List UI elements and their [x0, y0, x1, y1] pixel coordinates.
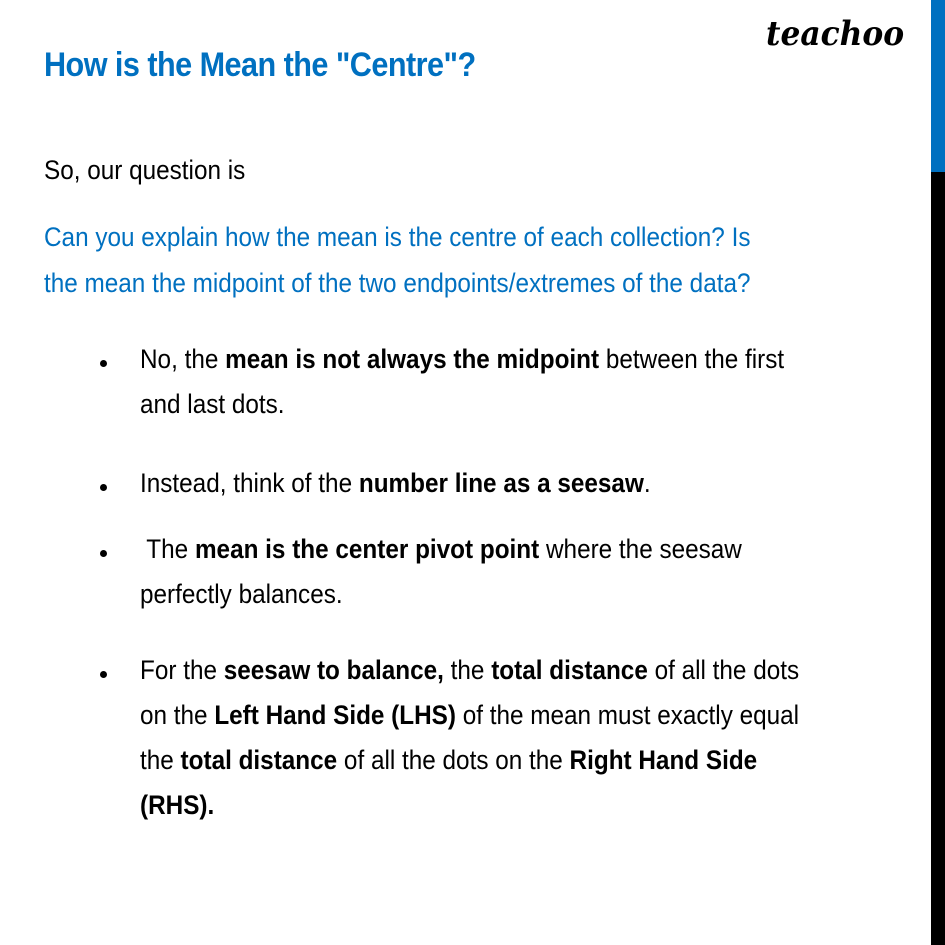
bullet-text [140, 533, 742, 623]
bullet-text [140, 343, 784, 433]
text-run: the [443, 655, 492, 685]
bullet-text [140, 467, 651, 512]
text-run: of the mean must exactly equal [455, 700, 800, 730]
bullet-dot-icon [100, 484, 107, 491]
text-run: For the [140, 655, 224, 685]
bold-run: mean is not always the midpoint [225, 344, 600, 374]
bullet-line [140, 454, 651, 512]
side-accent-bar-black [931, 172, 945, 945]
text-run: of all the dots [647, 655, 800, 685]
text-run: The [140, 534, 195, 564]
text-run: . [643, 468, 651, 498]
text-run: on the [140, 700, 215, 730]
bullet-line [140, 731, 799, 789]
text-run: and last dots. [140, 389, 285, 419]
page-title: How is the Mean the "Centre"? [44, 46, 476, 84]
intro-text: So, our question is [44, 155, 246, 185]
question-line-1: Can you explain how the mean is the centre of each collection? Is [44, 222, 751, 252]
bullet-text [140, 654, 799, 834]
bold-run: number line as a seesaw [358, 468, 644, 498]
bullet-dot-icon [100, 671, 107, 678]
bullet-dot-icon [100, 360, 107, 367]
text-run: where the seesaw [539, 534, 742, 564]
bold-run: total distance [180, 745, 338, 775]
bold-run: total distance [491, 655, 648, 685]
bullet-dot-icon [100, 550, 107, 557]
bold-run: seesaw to balance, [223, 655, 444, 685]
text-run: perfectly balances. [140, 579, 343, 609]
text-run: Instead, think of the [140, 468, 359, 498]
bold-run: Left Hand Side (LHS) [214, 700, 456, 730]
text-run: the [140, 745, 181, 775]
text-run: of all the dots on the [337, 745, 570, 775]
bold-run: mean is the center pivot point [194, 534, 540, 564]
side-accent-bar-blue [931, 0, 945, 172]
question-line-2: the mean the midpoint of the two endpoints/extremes of the data? [44, 268, 751, 298]
question-text [44, 220, 751, 312]
text-run: between the first [599, 344, 785, 374]
text-run: No, the [140, 344, 226, 374]
teachoo-logo: teachoo [766, 14, 905, 54]
bold-run: (RHS). [140, 790, 215, 820]
bold-run: Right Hand Side [569, 745, 758, 775]
